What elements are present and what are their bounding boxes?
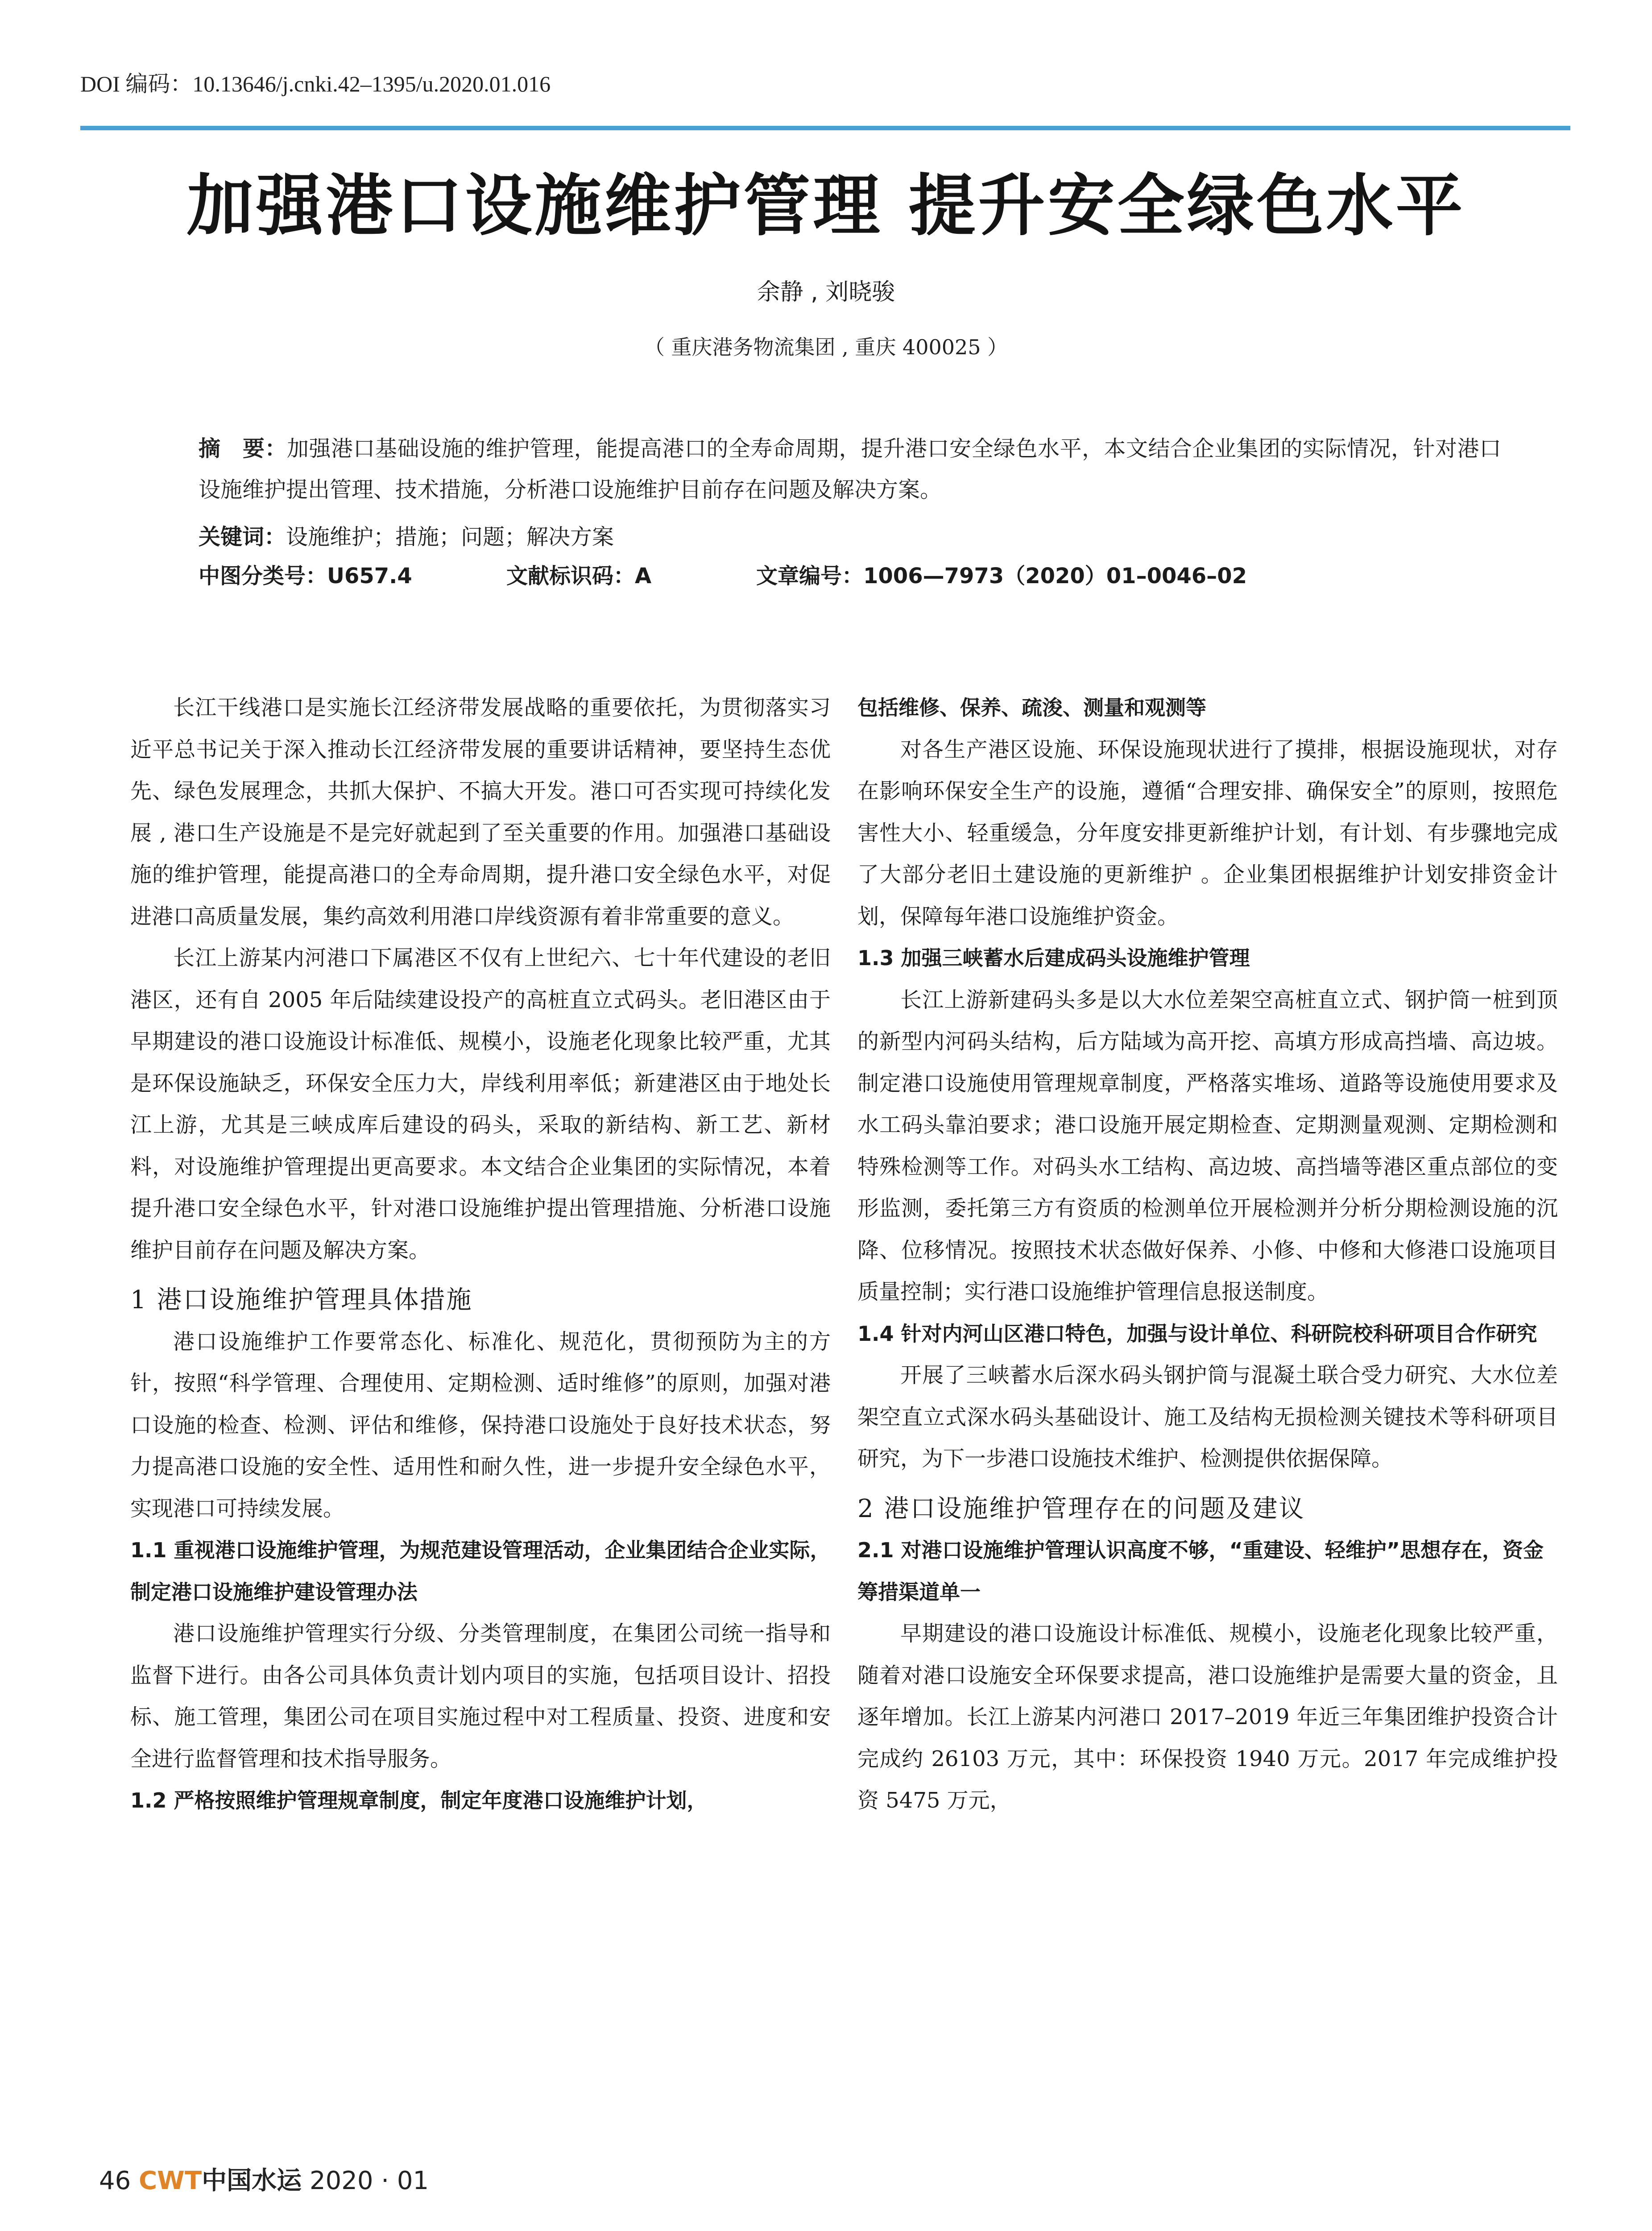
journal-abbreviation: CWT bbox=[139, 2166, 202, 2195]
article-number: 文章编号：1006—7973（2020）01–0046–02 bbox=[756, 564, 1247, 589]
paragraph: 长江上游新建码头多是以大水位差架空高桩直立式、钢护筒一桩到顶的新型内河码头结构，后方陆域为高开挖、高填方形成高挡墙、高边坡。制定港口设施使用管理规章制度，严格落实堆场、道路等设施使用要求及水工码头靠泊要求；港口设施开展定期检查、定期测量观测、定期检测和特殊检测等工作。对码头水工结构、高边坡、高挡墙等港区重点部位的变形监测，委托第三方有资质的检测单位开展检测并分析分期检测设施的沉降、位移情况。按照技术状态做好保养、小修、中修和大修港口设施项目质量控制；实行港口设施维护管理信息报送制度。 bbox=[857, 987, 1558, 1304]
subsection-heading: 1.4 针对内河山区港口特色，加强与设计单位、科研院校科研项目合作研究 bbox=[857, 1321, 1537, 1346]
left-column bbox=[130, 687, 831, 1822]
paragraph: 对各生产港区设施、环保设施现状进行了摸排，根据设施现状，对存在影响环保安全生产的设施，遵循“合理安排、确保安全”的原则，按照危害性大小、轻重缓急，分年度安排更新维护计划，有计划、有步骤地完成了大部分老旧土建设施的更新维护 。企业集团根据维护计划安排资金计划，保障每年港口设施维护资金。 bbox=[857, 737, 1558, 929]
paragraph: 长江上游某内河港口下属港区不仅有上世纪六、七十年代建设的老旧港区，还有自 2005 年后陆续建设投产的高桩直立式码头。老旧港区由于早期建设的港口设施设计标准低、规模小，设施老化现象比较严重，尤其是环保设施缺乏，环保安全压力大，岸线利用率低；新建港区由于地处长江上游，尤其是三峡成库后建设的码头，采取的新结构、新工艺、新材料，对设施维护管理提出更高要求。本文结合企业集团的实际情况，本着提升港口安全绿色水平，针对港口设施维护提出管理措施、分析港口设施维护目前存在问题及解决方案。 bbox=[130, 945, 831, 1263]
abstract-text: 加强港口基础设施的维护管理，能提高港口的全寿命周期，提升港口安全绿色水平，本文结合企业集团的实际情况，针对港口设施维护提出管理、技术措施，分析港口设施维护目前存在问题及解决方案。 bbox=[199, 436, 1501, 502]
section-heading: 1 港口设施维护管理具体措施 bbox=[130, 1286, 473, 1315]
article-title: 加强港口设施维护管理 提升安全绿色水平 bbox=[186, 166, 1466, 245]
keywords bbox=[199, 517, 614, 558]
subsection-heading-continued: 包括维修、保养、疏浚、测量和观测等 bbox=[857, 696, 1206, 720]
abstract-label: 摘 要： bbox=[199, 436, 287, 461]
abstract bbox=[199, 428, 1501, 510]
journal-issue: 2020 · 01 bbox=[309, 2166, 429, 2195]
paragraph: 开展了三峡蓄水后深水码头钢护筒与混凝土联合受力研究、大水位差架空直立式深水码头基础设计、施工及结构无损检测关键技术等科研项目研究，为下一步港口设施技术维护、检测提供依据保障。 bbox=[857, 1363, 1558, 1471]
document-code: 文献标识码：A bbox=[506, 564, 652, 589]
keywords-text: 设施维护；措施；问题；解决方案 bbox=[286, 524, 614, 550]
clc-number: 中图分类号：U657.4 bbox=[199, 564, 412, 589]
subsection-heading: 1.1 重视港口设施维护管理，为规范建设管理活动，企业集团结合企业实际，制定港口设施维护建设管理办法 bbox=[130, 1538, 831, 1604]
classification-line bbox=[199, 559, 1501, 589]
page-number: 46 bbox=[99, 2166, 131, 2195]
paragraph: 港口设施维护管理实行分级、分类管理制度，在集团公司统一指导和监督下进行。由各公司具体负责计划内项目的实施，包括项目设计、招投标、施工管理，集团公司在项目实施过程中对工程质量、投资、进度和安全进行监督管理和技术指导服务。 bbox=[130, 1621, 831, 1771]
section-heading: 2 港口设施维护管理存在的问题及建议 bbox=[857, 1494, 1305, 1523]
paragraph: 长江干线港口是实施长江经济带发展战略的重要依托，为贯彻落实习近平总书记关于深入推动长江经济带发展的重要讲话精神，要坚持生态优先、绿色发展理念，共抓大保护、不搞大开发。港口可否实现可持续化发展 , 港口生产设施是不是完好就起到了至关重要的作用。加强港口基础设施的维护管理，能提高港口的全寿命周期，提升港口安全绿色水平，对促进港口高质量发展，集约高效利用港口岸线资源有着非常重要的意义。 bbox=[130, 695, 831, 929]
subsection-heading: 1.2 严格按照维护管理规章制度，制定年度港口设施维护计划， bbox=[130, 1788, 708, 1812]
article-authors: 余静 , 刘晓骏 bbox=[757, 279, 895, 306]
keywords-label: 关键词： bbox=[199, 524, 286, 550]
article-affiliation: （ 重庆港务物流集团 , 重庆 400025 ） bbox=[644, 335, 1008, 359]
paragraph: 早期建设的港口设施设计标准低、规模小，设施老化现象比较严重，随着对港口设施安全环保要求提高，港口设施维护是需要大量的资金，且逐年增加。长江上游某内河港口 2017–2019 年近三年集团维护投资合计完成约 26103 万元，其中：环保投资 1940 万元。2017 年完成维护投资 5475 万元， bbox=[857, 1621, 1558, 1813]
right-column bbox=[857, 687, 1558, 1822]
paragraph: 港口设施维护工作要常态化、标准化、规范化，贯彻预防为主的方针，按照“科学管理、合理使用、定期检测、适时维修”的原则，加强对港口设施的检查、检测、评估和维修，保持港口设施处于良好技术状态，努力提高港口设施的安全性、适用性和耐久性，进一步提升安全绿色水平，实现港口可持续发展。 bbox=[130, 1329, 831, 1521]
journal-name: 中国水运 bbox=[202, 2166, 302, 2195]
header-rule bbox=[80, 126, 1570, 130]
subsection-heading: 2.1 对港口设施维护管理认识高度不够，“重建设、轻维护”思想存在，资金筹措渠道单一 bbox=[857, 1538, 1544, 1604]
subsection-heading: 1.3 加强三峡蓄水后建成码头设施维护管理 bbox=[857, 946, 1250, 970]
page-footer bbox=[99, 2161, 429, 2197]
doi-line: DOI 编码：10.13646/j.cnki.42–1395/u.2020.01.016 bbox=[80, 71, 551, 96]
